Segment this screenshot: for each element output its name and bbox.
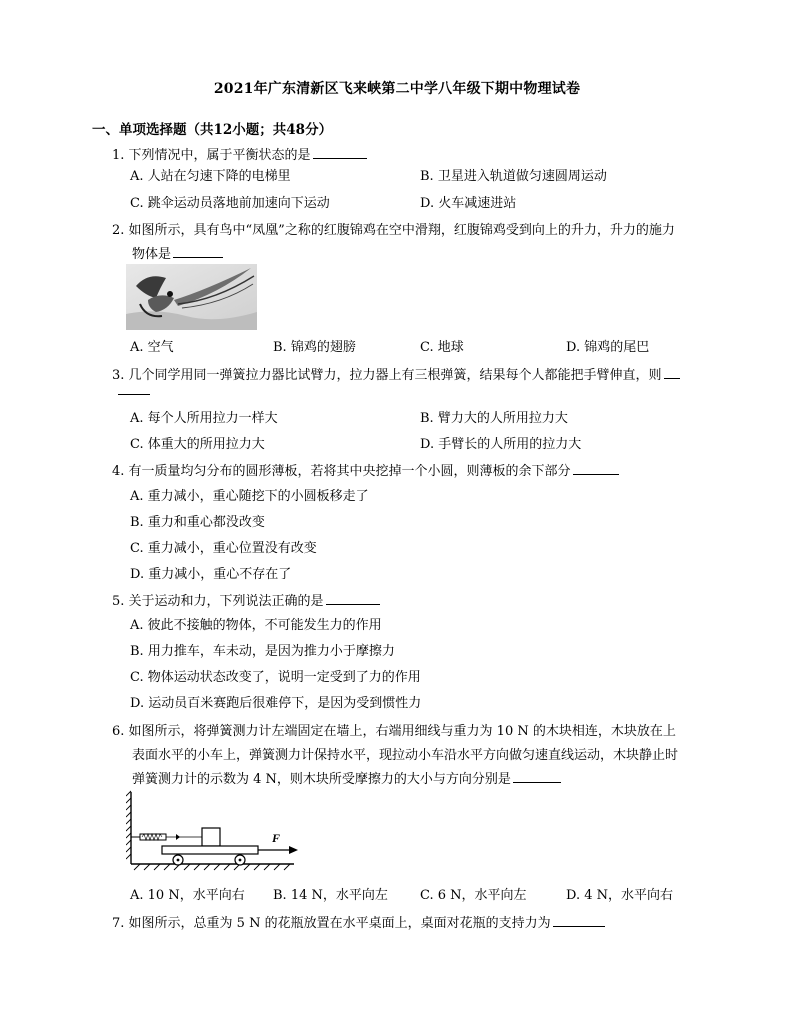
question-4-stem: 4. 有一质量均匀分布的圆形薄板，若将其中央挖掉一个小圆，则薄板的余下部分 (112, 460, 619, 479)
section-heading: 一、单项选择题（共12小题；共48分） (92, 122, 333, 138)
q1-option-a[interactable]: A. 人站在匀速下降的电梯里 (130, 169, 291, 184)
question-2-stem-line1: 2. 如图所示，具有鸟中“凤凰”之称的红腹锦鸡在空中滑翔，红腹锦鸡受到向上的升力，升力的施力 (112, 223, 675, 238)
q6-option-d[interactable]: D. 4 N，水平向右 (566, 888, 674, 903)
q3-option-a[interactable]: A. 每个人所用拉力一样大 (130, 411, 278, 426)
question-1-stem: 1. 下列情况中，属于平衡状态的是 (112, 144, 367, 163)
q5-option-c[interactable]: C. 物体运动状态改变了，说明一定受到了力的作用 (130, 670, 421, 685)
q5-option-d[interactable]: D. 运动员百米赛跑后很难停下，是因为受到惯性力 (130, 696, 422, 711)
q4-option-c[interactable]: C. 重力减小，重心位置没有改变 (130, 541, 317, 556)
q2-option-b[interactable]: B. 锦鸡的翅膀 (273, 340, 356, 355)
q1-option-b[interactable]: B. 卫星进入轨道做匀速圆周运动 (420, 169, 607, 184)
question-3-blank-cont (116, 382, 150, 399)
q6-option-a[interactable]: A. 10 N，水平向右 (130, 888, 245, 903)
q3-option-c[interactable]: C. 体重大的所用拉力大 (130, 437, 265, 452)
answer-blank[interactable] (118, 382, 150, 395)
force-label: F (272, 831, 281, 845)
q3-option-b[interactable]: B. 臂力大的人所用拉力大 (420, 411, 568, 426)
answer-blank[interactable] (553, 914, 605, 927)
answer-blank[interactable] (326, 592, 380, 605)
q2-option-a[interactable]: A. 空气 (130, 340, 174, 355)
answer-blank[interactable] (173, 245, 223, 258)
question-2-stem-line2: 物体是 (132, 243, 223, 262)
question-6-stem-line3: 弹簧测力计的示数为 4 N，则木块所受摩擦力的大小与方向分别是 (132, 768, 561, 787)
exam-title: 2021年广东清新区飞来峡第二中学八年级下期中物理试卷 (213, 81, 581, 97)
q4-option-a[interactable]: A. 重力减小，重心随挖下的小圆板移走了 (130, 489, 369, 504)
q3-option-d[interactable]: D. 手臂长的人所用的拉力大 (420, 437, 582, 452)
spring-scale-cart-diagram (126, 790, 300, 872)
question-6-stem-line2: 表面水平的小车上，弹簧测力计保持水平，现拉动小车沿水平方向做匀速直线运动，木块静止时 (132, 748, 679, 763)
q5-option-b[interactable]: B. 用力推车，车未动，是因为推力小于摩擦力 (130, 644, 395, 659)
q1-option-d[interactable]: D. 火车减速进站 (420, 196, 517, 211)
q4-option-d[interactable]: D. 重力减小，重心不存在了 (130, 567, 292, 582)
answer-blank[interactable] (513, 770, 561, 783)
q5-option-a[interactable]: A. 彼此不接触的物体，不可能发生力的作用 (130, 618, 382, 633)
answer-blank[interactable] (573, 462, 619, 475)
answer-blank[interactable] (664, 366, 680, 379)
q2-option-d[interactable]: D. 锦鸡的尾巴 (566, 340, 650, 355)
answer-blank[interactable] (313, 146, 367, 159)
golden-pheasant-image (126, 264, 257, 330)
question-3-stem: 3. 几个同学用同一弹簧拉力器比试臂力，拉力器上有三根弹簧，结果每个人都能把手臂伸直，则 (112, 364, 680, 383)
q1-option-c[interactable]: C. 跳伞运动员落地前加速向下运动 (130, 196, 330, 211)
question-7-stem: 7. 如图所示，总重为 5 N 的花瓶放置在水平桌面上，桌面对花瓶的支持力为 (112, 912, 605, 931)
q4-option-b[interactable]: B. 重力和重心都没改变 (130, 515, 265, 530)
q6-option-b[interactable]: B. 14 N，水平向左 (273, 888, 388, 903)
question-6-stem-line1: 6. 如图所示，将弹簧测力计左端固定在墙上，右端用细线与重力为 10 N 的木块相连，木块放在上 (112, 724, 676, 739)
q2-option-c[interactable]: C. 地球 (420, 340, 464, 355)
q6-option-c[interactable]: C. 6 N，水平向左 (420, 888, 527, 903)
question-5-stem: 5. 关于运动和力，下列说法正确的是 (112, 590, 380, 609)
